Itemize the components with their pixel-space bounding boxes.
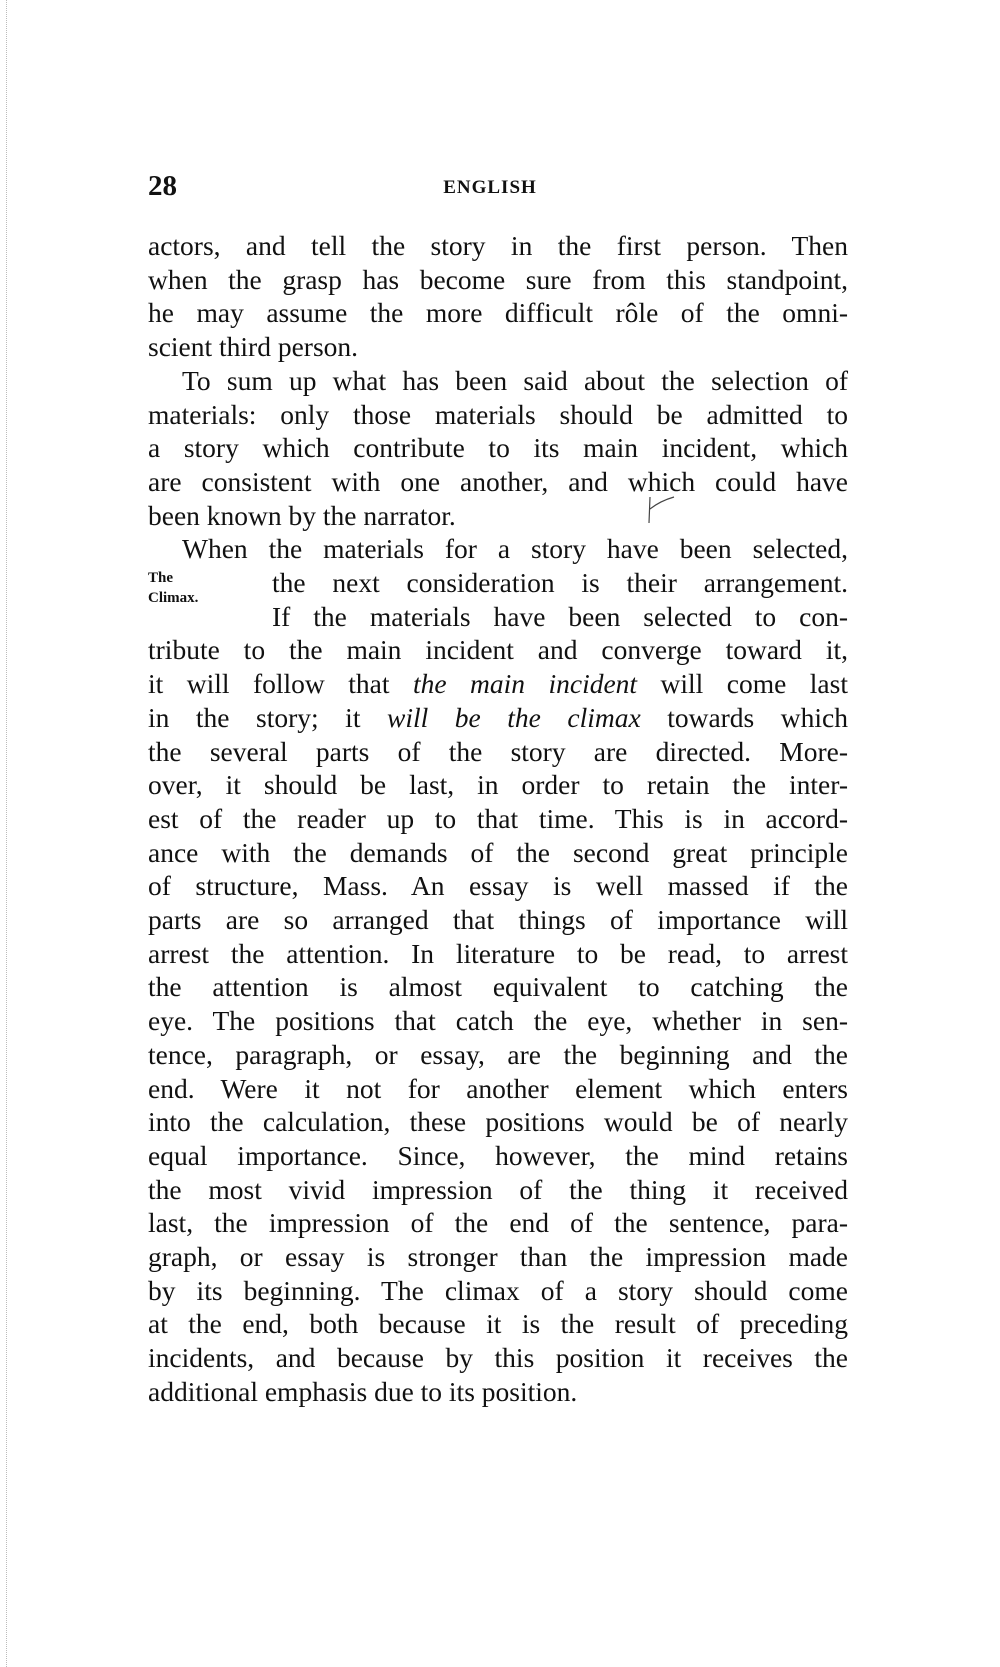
- text-line: [148, 331, 848, 363]
- text-line: [148, 1342, 848, 1374]
- text-segment: the several parts of the story are directed. More-: [148, 735, 848, 767]
- text-line: [148, 1376, 848, 1408]
- text-segment: materials: only those materials should be admitted to: [148, 398, 848, 430]
- text-line: [148, 230, 848, 262]
- text-segment: been known by the narrator.: [148, 499, 456, 531]
- italic-text: the main incident: [412, 668, 638, 700]
- margin-note-line: Climax.: [148, 590, 199, 606]
- text-segment: a story which contribute to its main incident, which: [148, 432, 848, 464]
- text-line: [148, 1106, 848, 1138]
- text-segment: end. Were it not for another element which enters: [148, 1072, 848, 1104]
- text-segment: When the materials for a story have been selected,: [182, 533, 848, 565]
- text-segment: ance with the demands of the second great principle: [148, 836, 848, 868]
- margin-note-line: The: [148, 570, 174, 586]
- text-line: [148, 803, 848, 835]
- text-segment: the next consideration is their arrangement.: [272, 567, 848, 598]
- text-line: [148, 399, 848, 431]
- text-line: [148, 1308, 848, 1340]
- text-segment: tence, paragraph, or essay, are the beginning and the: [148, 1038, 848, 1070]
- text-line: [182, 533, 848, 565]
- text-line: [148, 466, 848, 498]
- running-head: ENGLISH: [443, 177, 537, 198]
- text-line: [148, 297, 848, 329]
- text-segment: the most vivid impression of the thing it received: [148, 1173, 848, 1205]
- text-line: [148, 938, 848, 970]
- text-segment: into the calculation, these positions would be of nearly: [148, 1106, 848, 1138]
- text-segment: of structure, Mass. An essay is well massed if the: [148, 870, 848, 902]
- text-line: [148, 904, 848, 936]
- text-segment: at the end, both because it is the result of preceding: [148, 1308, 848, 1340]
- text-segment: eye. The positions that catch the eye, whether in sen-: [148, 1005, 848, 1037]
- text-line: [272, 567, 848, 599]
- text-segment: additional emphasis due to its position.: [148, 1375, 578, 1407]
- text-segment: actors, and tell the story in the first person. Then: [148, 230, 848, 261]
- text-segment: it will follow that: [148, 668, 413, 700]
- text-segment: graph, or essay is stronger than the impression made: [148, 1241, 848, 1272]
- text-segment: towards which: [640, 701, 848, 733]
- text-segment: tribute to the main incident and converge toward it,: [148, 634, 848, 666]
- text-line: [148, 1275, 848, 1307]
- text-line: [148, 1140, 848, 1172]
- text-line: [148, 432, 848, 464]
- italic-text: will be the climax: [386, 701, 641, 733]
- page-number: 28: [148, 170, 177, 202]
- text-segment: the attention is almost equivalent to catching the: [148, 971, 848, 1003]
- text-line: [148, 1174, 848, 1206]
- text-line: [148, 736, 848, 768]
- text-segment: To sum up what has been said about the selection of: [182, 364, 848, 396]
- text-line: [148, 1005, 848, 1037]
- text-segment: by its beginning. The climax of a story should come: [148, 1274, 848, 1306]
- text-line: [148, 1241, 848, 1273]
- text-line: [148, 1207, 848, 1239]
- text-segment: scient third person.: [148, 331, 359, 363]
- text-line: [148, 1039, 848, 1071]
- text-segment: parts are so arranged that things of importance will: [148, 904, 848, 935]
- text-segment: will come last: [637, 668, 848, 700]
- text-line: [148, 769, 848, 801]
- text-line: [148, 634, 848, 666]
- text-line: [148, 264, 848, 296]
- text-segment: he may assume the more difficult rôle of the omni-: [148, 297, 848, 329]
- page-edge-dots: [6, 0, 9, 1667]
- text-segment: last, the impression of the end of the sentence, para-: [148, 1207, 848, 1239]
- text-segment: over, it should be last, in order to retain the inter-: [148, 769, 848, 801]
- text-line: [148, 971, 848, 1003]
- text-line: [148, 668, 848, 700]
- text-segment: arrest the attention. In literature to be read, to arrest: [148, 937, 848, 969]
- text-segment: in the story; it: [148, 701, 387, 733]
- text-line: [148, 500, 848, 532]
- text-line: [272, 601, 848, 633]
- text-line: [148, 837, 848, 869]
- text-segment: equal importance. Since, however, the mind retains: [148, 1139, 848, 1171]
- text-line: [182, 365, 848, 397]
- text-segment: If the materials have been selected to con-: [272, 600, 848, 632]
- text-line: [148, 870, 848, 902]
- text-segment: when the grasp has become sure from this standpoint,: [148, 263, 848, 295]
- text-line: [148, 1073, 848, 1105]
- text-segment: incidents, and because by this position it receives the: [148, 1342, 848, 1374]
- text-segment: est of the reader up to that time. This is in accord-: [148, 802, 848, 834]
- text-line: [148, 702, 848, 734]
- text-segment: are consistent with one another, and which could have: [148, 465, 848, 497]
